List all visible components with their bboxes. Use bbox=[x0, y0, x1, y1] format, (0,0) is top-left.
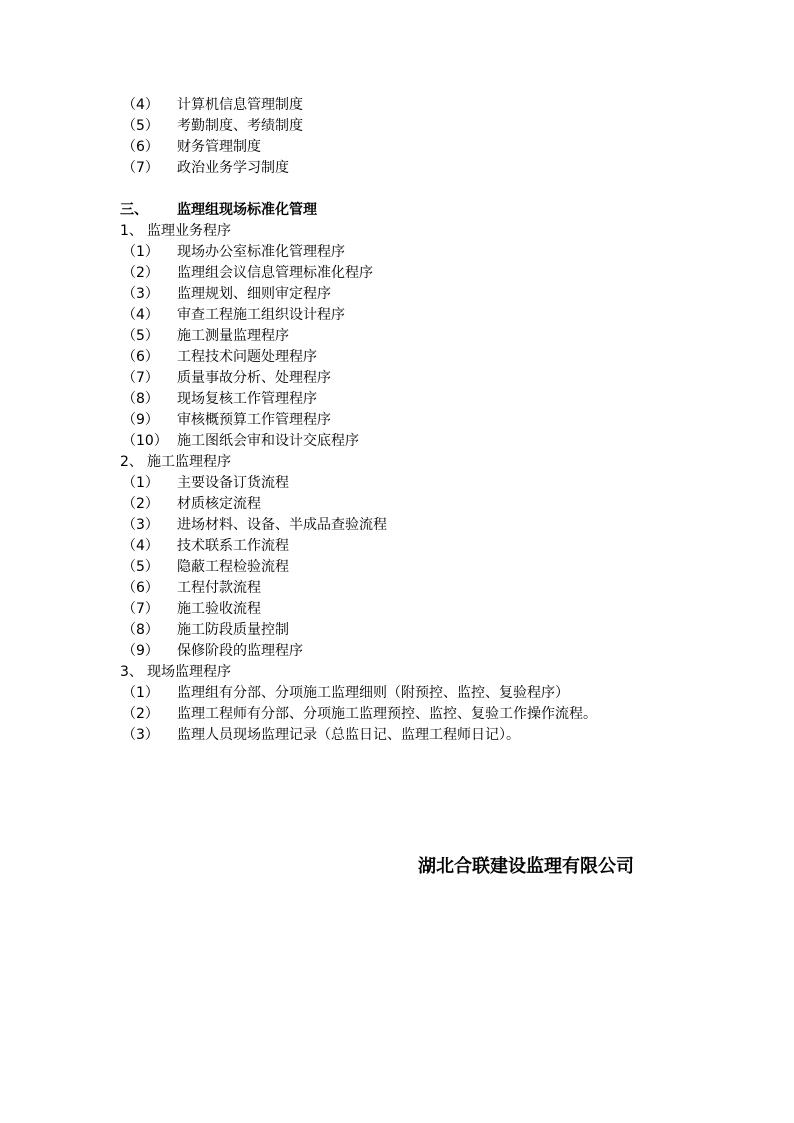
item-number: （6） bbox=[122, 580, 159, 596]
item-number: （8） bbox=[122, 622, 159, 638]
item-text: 现场复核工作管理程序 bbox=[177, 391, 317, 407]
item-number: （3） bbox=[122, 727, 159, 743]
item-number: （4） bbox=[122, 97, 159, 113]
item-number: （8） bbox=[122, 391, 159, 407]
subsection-title: 监理业务程序 bbox=[147, 223, 231, 239]
item-number: （3） bbox=[122, 517, 159, 533]
subsection-title: 施工监理程序 bbox=[147, 454, 231, 470]
item-text: 审查工程施工组织设计程序 bbox=[177, 307, 345, 323]
subsection-number: 3、 bbox=[120, 664, 143, 680]
item-number: （7） bbox=[122, 370, 159, 386]
item-number: （4） bbox=[122, 538, 159, 554]
item-number: （5） bbox=[122, 118, 159, 134]
item-text: 考勤制度、考绩制度 bbox=[177, 118, 303, 134]
item-text: 材质核定流程 bbox=[177, 496, 261, 512]
section-title: 监理组现场标准化管理 bbox=[177, 202, 317, 218]
subsection-number: 2、 bbox=[120, 454, 143, 470]
item-text: 进场材料、设备、半成品查验流程 bbox=[177, 517, 387, 533]
item-number: （1） bbox=[122, 475, 159, 491]
item-text: 主要设备订货流程 bbox=[177, 475, 289, 491]
item-text: 施工验收流程 bbox=[177, 601, 261, 617]
item-text: 隐蔽工程检验流程 bbox=[177, 559, 289, 575]
item-number: （3） bbox=[122, 286, 159, 302]
subsection-title: 现场监理程序 bbox=[147, 664, 231, 680]
item-number: （4） bbox=[122, 307, 159, 323]
item-text: 施工防段质量控制 bbox=[177, 622, 289, 638]
item-text: 现场办公室标准化管理程序 bbox=[177, 244, 345, 260]
item-text: 监理组会议信息管理标准化程序 bbox=[177, 265, 373, 281]
item-text: 工程付款流程 bbox=[177, 580, 261, 596]
item-text: 监理组有分部、分项施工监理细则（附预控、监控、复验程序） bbox=[177, 685, 569, 701]
item-text: 审核概预算工作管理程序 bbox=[177, 412, 331, 428]
item-number: （6） bbox=[122, 139, 159, 155]
item-number: （2） bbox=[122, 496, 159, 512]
item-number: （9） bbox=[122, 412, 159, 428]
item-text: 计算机信息管理制度 bbox=[177, 97, 303, 113]
item-text: 质量事故分析、处理程序 bbox=[177, 370, 331, 386]
item-number: （1） bbox=[122, 685, 159, 701]
item-text: 监理人员现场监理记录（总监日记、监理工程师日记）。 bbox=[177, 727, 520, 743]
item-text: 监理工程师有分部、分项施工监理预控、监控、复验工作操作流程。 bbox=[177, 706, 597, 722]
item-number: （2） bbox=[122, 265, 159, 281]
item-number: （7） bbox=[122, 601, 159, 617]
item-text: 技术联系工作流程 bbox=[177, 538, 289, 554]
item-text: 监理规划、细则审定程序 bbox=[177, 286, 331, 302]
item-number: （10） bbox=[122, 433, 168, 449]
item-number: （1） bbox=[122, 244, 159, 260]
item-number: （9） bbox=[122, 643, 159, 659]
item-text: 政治业务学习制度 bbox=[177, 160, 289, 176]
item-number: （5） bbox=[122, 328, 159, 344]
company-name: 湖北合联建设监理有限公司 bbox=[418, 856, 634, 877]
item-text: 施工测量监理程序 bbox=[177, 328, 289, 344]
item-number: （2） bbox=[122, 706, 159, 722]
item-text: 施工图纸会审和设计交底程序 bbox=[177, 433, 359, 449]
section-number: 三、 bbox=[120, 202, 148, 218]
item-number: （5） bbox=[122, 559, 159, 575]
item-text: 保修阶段的监理程序 bbox=[177, 643, 303, 659]
item-number: （7） bbox=[122, 160, 159, 176]
item-text: 工程技术问题处理程序 bbox=[177, 349, 317, 365]
item-text: 财务管理制度 bbox=[177, 139, 261, 155]
subsection-number: 1、 bbox=[120, 223, 143, 239]
item-number: （6） bbox=[122, 349, 159, 365]
